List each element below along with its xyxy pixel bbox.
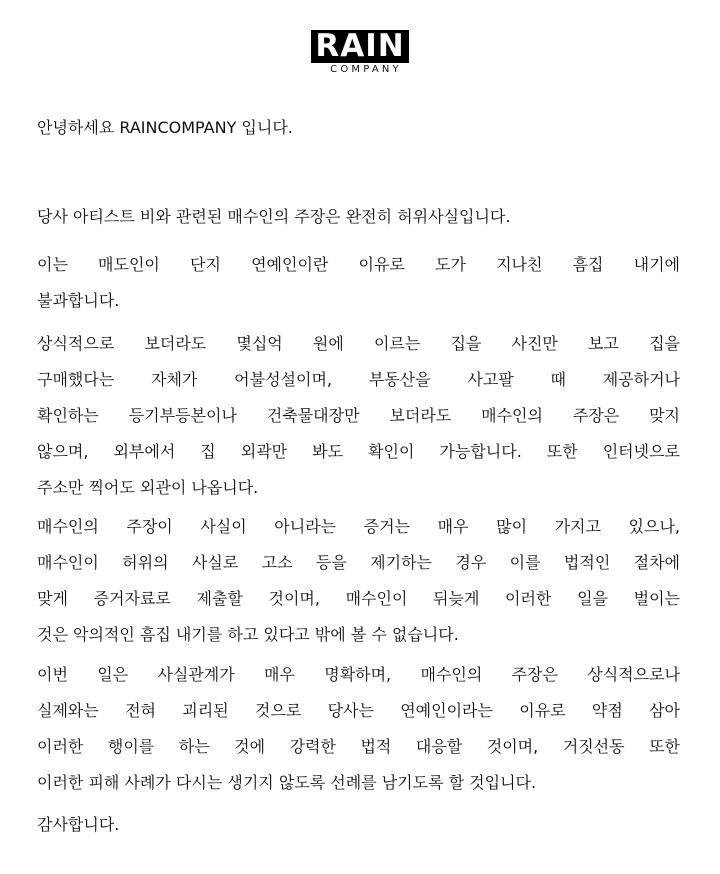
paragraph-line: 당사 아티스트 비와 관련된 매수인의 주장은 완전히 허위사실입니다. <box>37 207 511 226</box>
logo-wordmark: RAIN <box>311 30 408 63</box>
paragraph-line: 매수인이 허위의 사실로 고소 등을 제기하는 경우 이를 법적인 절차에 <box>37 553 680 572</box>
paragraph-line: 확인하는 등기부등본이나 건축물대장만 보더라도 매수인의 주장은 맞지 <box>37 406 680 425</box>
paragraph-line: 주소만 찍어도 외관이 나옵니다. <box>37 478 259 497</box>
paragraph-2 <box>37 247 680 319</box>
paragraph-line: 구매했다는 자체가 어불성설이며, 부동산을 사고팔 때 제공하거나 <box>37 370 680 389</box>
paragraph-line: 않으며, 외부에서 집 외곽만 봐도 확인이 가능합니다. 또한 인터넷으로 <box>37 442 680 461</box>
paragraph-line: 이번 일은 사실관계가 매우 명확하며, 매수인의 주장은 상식적으로나 <box>37 665 680 684</box>
paragraph-line: 매수인의 주장이 사실이 아니라는 증거는 매우 많이 가지고 있으나, <box>37 517 680 536</box>
paragraph-5 <box>37 657 680 801</box>
paragraph-line: 이러한 피해 사례가 다시는 생기지 않도록 선례를 남기도록 할 것입니다. <box>37 773 537 792</box>
paragraph-line: 이는 매도인이 단지 연예인이란 이유로 도가 지나친 흠집 내기에 <box>37 255 680 274</box>
paragraph-4 <box>37 509 680 653</box>
paragraph-line: 상식적으로 보더라도 몇십억 원에 이르는 집을 사진만 보고 집을 <box>37 334 680 353</box>
rain-company-logo <box>300 30 420 76</box>
closing-text: 감사합니다. <box>37 815 120 834</box>
logo-subtitle: COMPANY <box>330 64 402 75</box>
paragraph-line: 불과합니다. <box>37 291 120 310</box>
paragraph-1 <box>37 199 680 235</box>
greeting-text: 안녕하세요 RAINCOMPANY 입니다. <box>37 118 293 137</box>
paragraph-line: 실제와는 전혀 괴리된 것으로 당사는 연예인이라는 이유로 약점 삼아 <box>37 701 680 720</box>
paragraph-3 <box>37 326 680 506</box>
paragraph-line: 맞게 증거자료로 제출할 것이며, 매수인이 뒤늦게 이러한 일을 벌이는 <box>37 589 680 608</box>
paragraph-line: 것은 악의적인 흠집 내기를 하고 있다고 밖에 볼 수 없습니다. <box>37 625 459 644</box>
paragraph-line: 이러한 행이를 하는 것에 강력한 법적 대응할 것이며, 거짓선동 또한 <box>37 737 680 756</box>
